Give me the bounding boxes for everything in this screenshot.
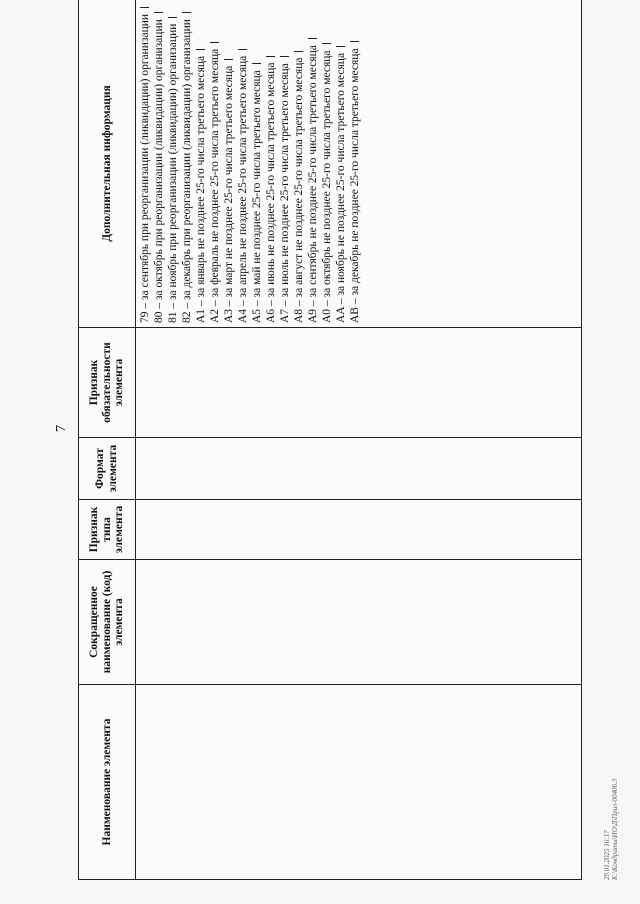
list-item: A7 – за июль не позднее 25-го числа третьего месяца bbox=[278, 4, 292, 323]
cell-element-required bbox=[136, 328, 582, 438]
list-item: A1 – за январь не позднее 25-го числа третьего месяца bbox=[194, 4, 208, 323]
cell-element-type bbox=[136, 500, 582, 560]
header-element-name: Наименование элемента bbox=[79, 685, 136, 880]
cell-element-name bbox=[136, 685, 582, 880]
header-element-type: Признак типа элемента bbox=[79, 500, 136, 560]
list-item: 81 – за ноябрь при реорганизации (ликвидации) организации bbox=[166, 4, 180, 323]
list-item: A2 – за февраль не позднее 25-го числа третьего месяца bbox=[208, 4, 222, 323]
list-item: A9 – за сентябрь не позднее 25-го числа третьего месяца bbox=[306, 4, 320, 323]
print-stamp bbox=[603, 779, 620, 880]
header-element-code: Сокращенное наименование (код) элемента bbox=[79, 560, 136, 685]
header-element-format: Формат элемента bbox=[79, 438, 136, 500]
list-item: A6 – за июнь не позднее 25-го числа третьего месяца bbox=[264, 4, 278, 323]
stamp-path: К:\Кондраты\ИО\Д\Прил-00406.3 bbox=[611, 778, 620, 880]
rotated-table-page bbox=[78, 0, 582, 880]
table-header-row bbox=[79, 0, 136, 880]
page-number: 7 bbox=[54, 425, 69, 432]
list-item: A8 – за август не позднее 25-го числа третьего месяца bbox=[292, 4, 306, 323]
list-item: 79 – за сентябрь при реорганизации (ликвидации) организации bbox=[138, 4, 152, 323]
list-item: AB – за декабрь не позднее 25-го числа третьего месяца bbox=[348, 4, 362, 323]
header-additional-info: Дополнительная информация bbox=[79, 0, 136, 328]
list-item: A4 – за апрель не позднее 25-го числа третьего месяца bbox=[236, 4, 250, 323]
cell-element-format bbox=[136, 438, 582, 500]
list-item: 80 – за октябрь при реорганизации (ликвидации) организации bbox=[152, 4, 166, 323]
elements-table bbox=[78, 0, 582, 880]
header-element-required: Признак обязательности элемента bbox=[79, 328, 136, 438]
list-item: 82 – за декабрь при реорганизации (ликвидации) организации bbox=[180, 4, 194, 323]
additional-info-list bbox=[138, 4, 362, 323]
list-item: AA – за ноябрь не позднее 25-го числа третьего месяца bbox=[334, 4, 348, 323]
list-item: A0 – за октябрь не позднее 25-го числа третьего месяца bbox=[320, 4, 334, 323]
cell-additional-info bbox=[136, 0, 582, 328]
list-item: A5 – за май не позднее 25-го числа третьего месяца bbox=[250, 4, 264, 323]
list-item: A3 – за март не позднее 25-го числа третьего месяца bbox=[222, 4, 236, 323]
stamp-date: 29.01.2025 16:17 bbox=[603, 830, 611, 880]
cell-element-code bbox=[136, 560, 582, 685]
table-row bbox=[136, 0, 582, 880]
